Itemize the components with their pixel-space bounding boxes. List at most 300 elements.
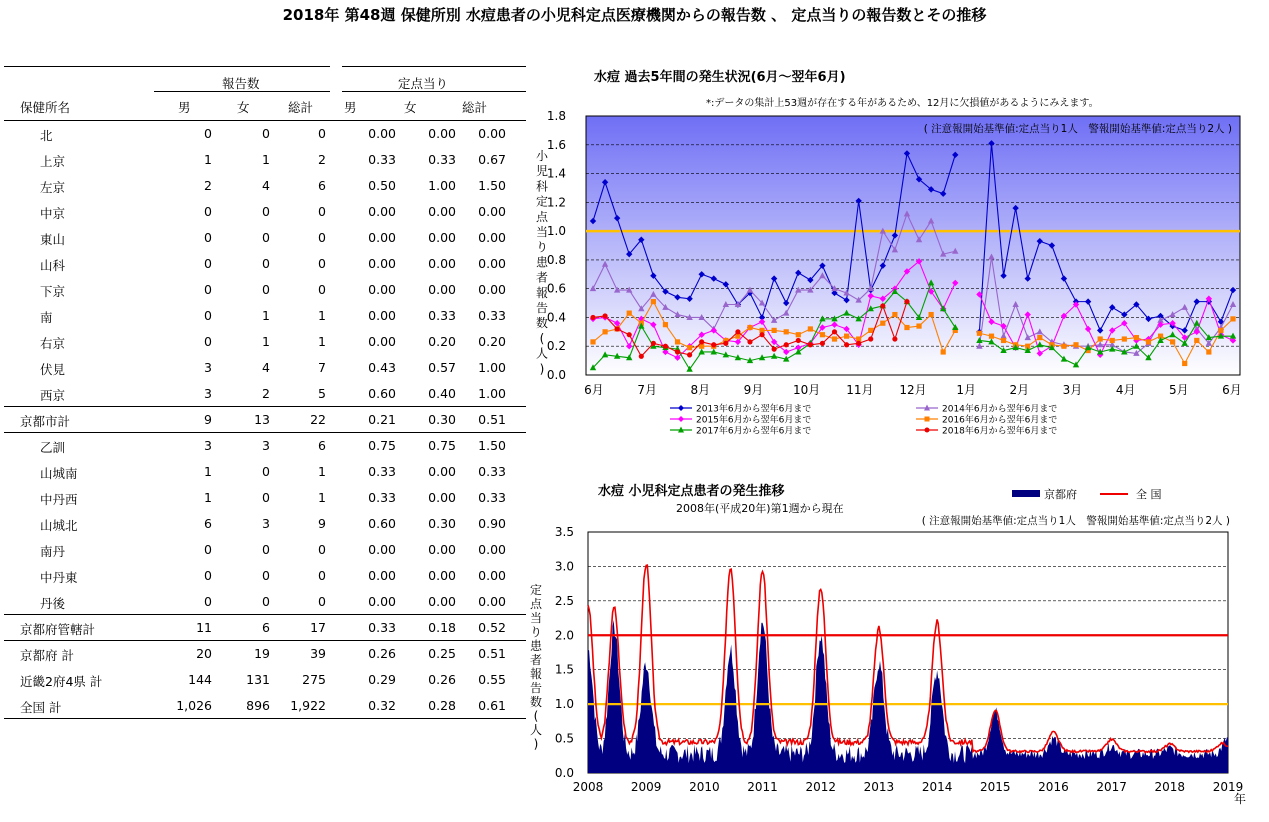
x-tick-label: 12月 bbox=[899, 383, 927, 397]
y-tick-label: 1.2 bbox=[546, 195, 566, 210]
row-value: 17 bbox=[310, 620, 326, 635]
ylabel-char: 当 bbox=[535, 225, 549, 239]
row-value: 0.00 bbox=[368, 334, 396, 349]
y-tick-label: 0.0 bbox=[546, 368, 566, 382]
row-name: 山城北 bbox=[40, 518, 78, 533]
data-point bbox=[699, 339, 704, 344]
data-point bbox=[747, 339, 752, 344]
ylabel-char: 報 bbox=[530, 667, 543, 681]
row-value: 1 bbox=[204, 152, 212, 167]
data-point bbox=[772, 347, 777, 352]
table-row bbox=[4, 432, 526, 458]
row-value: 0 bbox=[318, 594, 326, 609]
data-point bbox=[687, 345, 692, 350]
row-name: 南 bbox=[40, 310, 53, 325]
row-name: 近畿2府4県 計 bbox=[20, 674, 103, 689]
data-point bbox=[1170, 339, 1175, 344]
row-value: 0.75 bbox=[428, 438, 456, 453]
ylabel-char: 定 bbox=[535, 194, 549, 209]
table-row bbox=[4, 510, 526, 536]
ylabel-char: 当 bbox=[530, 611, 543, 625]
data-point bbox=[880, 321, 885, 326]
row-value: 0.00 bbox=[368, 308, 396, 323]
data-point bbox=[820, 332, 825, 337]
row-value: 0.00 bbox=[368, 126, 396, 141]
row-value: 0.00 bbox=[368, 542, 396, 557]
legend-marker bbox=[678, 416, 684, 422]
ylabel-char: 数 bbox=[530, 695, 543, 709]
row-value: 0.20 bbox=[428, 334, 456, 349]
data-point bbox=[820, 341, 825, 346]
ylabel-char: ) bbox=[533, 737, 539, 751]
row-value: 0 bbox=[204, 230, 212, 245]
row-value: 0 bbox=[204, 308, 212, 323]
table-row bbox=[4, 328, 526, 354]
row-name: 京都府管轄計 bbox=[20, 622, 96, 637]
ylabel-char: 報 bbox=[535, 285, 549, 300]
row-name: 山科 bbox=[40, 258, 66, 273]
row-value: 0.00 bbox=[368, 204, 396, 219]
data-point bbox=[868, 328, 873, 333]
row-value: 1 bbox=[204, 490, 212, 505]
legend-label: 2017年6月から翌年6月まで bbox=[696, 426, 812, 437]
group-header-per-site: 定点当り bbox=[398, 76, 449, 91]
data-point bbox=[687, 352, 692, 357]
data-point bbox=[590, 339, 595, 344]
chart1-title: 水痘 過去5年間の発生状況(6月～翌年6月) bbox=[594, 70, 846, 85]
row-value: 0.00 bbox=[428, 230, 456, 245]
legend-item bbox=[670, 403, 811, 415]
table-row bbox=[4, 614, 526, 640]
table-row bbox=[4, 224, 526, 250]
col-header-report-male: 男 bbox=[178, 100, 191, 115]
row-value: 3 bbox=[262, 516, 270, 531]
row-value: 0.00 bbox=[368, 594, 396, 609]
row-value: 0 bbox=[262, 126, 270, 141]
legend-label: 2018年6月から翌年6月まで bbox=[942, 426, 1058, 437]
data-point bbox=[941, 349, 946, 354]
chart2-plot-area bbox=[588, 532, 1228, 773]
row-value: 4 bbox=[262, 178, 270, 193]
legend-label: 全 国 bbox=[1136, 488, 1162, 501]
y-tick-label: 2.5 bbox=[554, 593, 574, 608]
row-name: 西京 bbox=[40, 388, 66, 403]
y-tick-label: 0.4 bbox=[546, 310, 566, 325]
row-name: 右京 bbox=[40, 336, 66, 351]
row-value: 0.75 bbox=[368, 438, 396, 453]
row-value: 5 bbox=[318, 386, 326, 401]
row-value: 0 bbox=[318, 204, 326, 219]
row-value: 1,922 bbox=[290, 698, 326, 713]
row-value: 1.00 bbox=[478, 386, 506, 401]
row-value: 0.00 bbox=[368, 230, 396, 245]
col-header-site-total: 総計 bbox=[462, 100, 488, 115]
row-value: 0 bbox=[204, 282, 212, 297]
row-value: 4 bbox=[262, 360, 270, 375]
row-value: 0.00 bbox=[428, 464, 456, 479]
row-value: 6 bbox=[262, 620, 270, 635]
x-tick-label: 1月 bbox=[956, 383, 976, 397]
data-point bbox=[602, 329, 607, 334]
row-value: 0 bbox=[204, 542, 212, 557]
row-value: 0.61 bbox=[478, 698, 506, 713]
row-value: 0.00 bbox=[428, 490, 456, 505]
data-point bbox=[880, 303, 885, 308]
ylabel-char: 数 bbox=[535, 316, 549, 331]
row-value: 0.32 bbox=[368, 698, 396, 713]
row-value: 0.00 bbox=[428, 256, 456, 271]
ylabel-char: 人 bbox=[535, 346, 549, 361]
y-tick-label: 1.0 bbox=[554, 697, 574, 712]
row-value: 19 bbox=[254, 646, 270, 661]
row-value: 275 bbox=[302, 672, 326, 687]
row-value: 0.33 bbox=[368, 490, 396, 505]
data-point bbox=[663, 344, 668, 349]
col-header-site-female: 女 bbox=[404, 100, 417, 115]
legend-marker bbox=[925, 417, 930, 422]
data-point bbox=[904, 325, 909, 330]
row-value: 131 bbox=[246, 672, 270, 687]
row-value: 20 bbox=[196, 646, 212, 661]
ylabel-char: り bbox=[530, 625, 543, 639]
x-tick-label: 2014 bbox=[921, 780, 953, 794]
row-value: 0 bbox=[318, 230, 326, 245]
legend-label: 2014年6月から翌年6月まで bbox=[942, 404, 1058, 415]
col-header-site-male: 男 bbox=[344, 100, 357, 115]
row-value: 0 bbox=[318, 282, 326, 297]
legend-marker bbox=[678, 405, 684, 411]
table-row bbox=[4, 146, 526, 172]
x-tick-label: 2012 bbox=[805, 780, 837, 794]
chart2-thresholds-label: ( 注意報開始基準値:定点当り1人 警報開始基準値:定点当り2人 ) bbox=[921, 515, 1230, 527]
data-point bbox=[1206, 349, 1211, 354]
row-value: 0.00 bbox=[428, 542, 456, 557]
data-point bbox=[1098, 336, 1103, 341]
row-name: 京都市計 bbox=[20, 414, 71, 429]
legend-item bbox=[916, 403, 1057, 415]
row-value: 0 bbox=[318, 568, 326, 583]
legend-marker bbox=[925, 428, 930, 433]
chart2-svg bbox=[530, 484, 1266, 820]
data-point bbox=[892, 336, 897, 341]
data-point bbox=[868, 336, 873, 341]
row-value: 3 bbox=[204, 360, 212, 375]
legend-label: 2015年6月から翌年6月まで bbox=[696, 415, 812, 426]
row-value: 0 bbox=[318, 256, 326, 271]
data-point bbox=[1001, 338, 1006, 343]
legend-swatch bbox=[1012, 490, 1040, 497]
ylabel-char: ( bbox=[539, 331, 545, 346]
x-tick-label: 11月 bbox=[846, 383, 874, 397]
y-tick-label: 0.8 bbox=[546, 252, 566, 267]
row-name: 中丹西 bbox=[40, 492, 78, 507]
data-point bbox=[856, 341, 861, 346]
row-value: 2 bbox=[318, 152, 326, 167]
legend-label: 2013年6月から翌年6月まで bbox=[696, 404, 812, 415]
x-tick-label: 5月 bbox=[1169, 383, 1189, 397]
x-tick-label: 2018 bbox=[1154, 780, 1186, 794]
x-tick-label: 4月 bbox=[1115, 383, 1136, 397]
row-name: 中丹東 bbox=[40, 570, 78, 585]
col-header-name: 保健所名 bbox=[20, 100, 71, 115]
row-value: 1 bbox=[318, 308, 326, 323]
y-tick-label: 2.0 bbox=[554, 628, 574, 643]
row-value: 144 bbox=[188, 672, 212, 687]
row-name: 伏見 bbox=[40, 362, 66, 377]
row-value: 1.00 bbox=[428, 178, 456, 193]
row-value: 0.30 bbox=[428, 412, 456, 427]
data-point bbox=[1110, 338, 1115, 343]
row-value: 6 bbox=[318, 178, 326, 193]
data-point bbox=[916, 323, 921, 328]
row-value: 0.18 bbox=[428, 620, 456, 635]
ylabel-char: 点 bbox=[535, 209, 549, 224]
x-tick-label: 2016 bbox=[1038, 780, 1069, 794]
row-name: 左京 bbox=[40, 180, 66, 195]
x-tick-label: 9月 bbox=[743, 383, 764, 397]
x-tick-label: 2013 bbox=[863, 780, 895, 794]
table-row bbox=[4, 666, 526, 692]
data-point bbox=[784, 329, 789, 334]
chart1-plot-area bbox=[586, 116, 1240, 375]
chart2-subtitle: 2008年(平成20年)第1週から現在 bbox=[676, 502, 844, 515]
row-value: 11 bbox=[196, 620, 212, 635]
y-tick-label: 1.6 bbox=[546, 137, 566, 152]
data-point bbox=[844, 334, 849, 339]
ylabel-char: ) bbox=[539, 361, 545, 376]
row-value: 0.00 bbox=[428, 282, 456, 297]
row-value: 0.20 bbox=[478, 334, 506, 349]
table-row bbox=[4, 458, 526, 484]
legend-item bbox=[670, 425, 811, 437]
row-value: 0.00 bbox=[478, 594, 506, 609]
chart2-legend bbox=[1012, 487, 1162, 501]
ylabel-char: 小 bbox=[535, 149, 549, 163]
row-name: 中京 bbox=[40, 206, 66, 221]
x-tick-label: 10月 bbox=[793, 383, 821, 397]
row-value: 0.00 bbox=[478, 568, 506, 583]
row-value: 0.30 bbox=[428, 516, 456, 531]
row-value: 0.33 bbox=[478, 490, 506, 505]
y-tick-label: 0.5 bbox=[554, 731, 574, 746]
table-row bbox=[4, 640, 526, 666]
col-header-report-female: 女 bbox=[237, 100, 250, 115]
row-value: 0.28 bbox=[428, 698, 456, 713]
ylabel-char: ( bbox=[533, 709, 539, 723]
row-value: 1 bbox=[318, 464, 326, 479]
data-point bbox=[627, 311, 632, 316]
row-value: 0.00 bbox=[368, 256, 396, 271]
row-name: 全国 計 bbox=[20, 700, 62, 715]
row-value: 2 bbox=[262, 386, 270, 401]
row-value: 1 bbox=[318, 334, 326, 349]
x-tick-label: 2017 bbox=[1096, 780, 1127, 794]
row-value: 39 bbox=[310, 646, 326, 661]
row-value: 0.90 bbox=[478, 516, 506, 531]
ylabel-char: 人 bbox=[530, 723, 543, 737]
table-row bbox=[4, 588, 526, 614]
row-value: 0 bbox=[262, 568, 270, 583]
row-value: 0.55 bbox=[478, 672, 506, 687]
legend-item bbox=[670, 414, 811, 426]
row-value: 0.33 bbox=[428, 152, 456, 167]
row-value: 0.00 bbox=[428, 568, 456, 583]
row-value: 0.43 bbox=[368, 360, 396, 375]
row-value: 9 bbox=[318, 516, 326, 531]
row-value: 0 bbox=[204, 256, 212, 271]
row-value: 0 bbox=[262, 490, 270, 505]
row-value: 0 bbox=[204, 334, 212, 349]
row-value: 0.00 bbox=[478, 126, 506, 141]
table-row bbox=[4, 198, 526, 224]
row-value: 0 bbox=[262, 230, 270, 245]
ylabel-char: 者 bbox=[530, 653, 543, 667]
x-tick-label: 7月 bbox=[637, 383, 657, 397]
table-row bbox=[4, 536, 526, 562]
table-row bbox=[4, 250, 526, 276]
y-tick-label: 1.8 bbox=[546, 109, 566, 123]
row-value: 0.33 bbox=[478, 464, 506, 479]
x-unit-label: 年 bbox=[1233, 792, 1247, 806]
ylabel-char: 告 bbox=[530, 681, 543, 695]
row-value: 7 bbox=[318, 360, 326, 375]
data-point bbox=[796, 332, 801, 337]
row-value: 0.51 bbox=[478, 646, 506, 661]
table-row bbox=[4, 380, 526, 406]
data-point bbox=[989, 334, 994, 339]
data-point bbox=[832, 329, 837, 334]
row-name: 上京 bbox=[40, 154, 66, 169]
row-name: 下京 bbox=[40, 284, 66, 299]
ylabel-char: 者 bbox=[535, 270, 549, 285]
table-row bbox=[4, 120, 526, 146]
table-row bbox=[4, 692, 526, 718]
row-value: 0.60 bbox=[368, 386, 396, 401]
row-value: 0 bbox=[262, 542, 270, 557]
data-point bbox=[1218, 328, 1223, 333]
data-point bbox=[844, 342, 849, 347]
data-point bbox=[651, 341, 656, 346]
row-value: 3 bbox=[204, 386, 212, 401]
col-header-report-total: 総計 bbox=[288, 100, 314, 115]
row-value: 0.33 bbox=[368, 464, 396, 479]
row-value: 1 bbox=[262, 308, 270, 323]
row-value: 1 bbox=[204, 464, 212, 479]
data-point bbox=[772, 328, 777, 333]
data-point bbox=[1230, 316, 1235, 321]
data-point bbox=[904, 299, 909, 304]
row-name: 乙訓 bbox=[40, 440, 66, 455]
data-point bbox=[929, 312, 934, 317]
legend-item bbox=[916, 425, 1057, 437]
row-value: 0 bbox=[318, 542, 326, 557]
x-tick-label: 2010 bbox=[689, 780, 720, 794]
row-value: 6 bbox=[318, 438, 326, 453]
row-value: 0.00 bbox=[368, 282, 396, 297]
chart2-title: 水痘 小児科定点患者の発生推移 bbox=[598, 484, 785, 499]
row-value: 0.33 bbox=[368, 620, 396, 635]
data-point bbox=[711, 342, 716, 347]
row-value: 0 bbox=[262, 594, 270, 609]
x-tick-label: 6月 bbox=[584, 383, 604, 397]
data-point bbox=[1122, 336, 1127, 341]
table-row bbox=[4, 172, 526, 198]
table-row bbox=[4, 354, 526, 380]
data-point bbox=[735, 329, 740, 334]
data-point bbox=[639, 354, 644, 359]
data-point bbox=[651, 299, 656, 304]
y-tick-label: 0.6 bbox=[546, 281, 566, 296]
data-point bbox=[977, 331, 982, 336]
row-value: 9 bbox=[204, 412, 212, 427]
data-point bbox=[759, 332, 764, 337]
table-row bbox=[4, 562, 526, 588]
data-point bbox=[808, 326, 813, 331]
row-value: 0 bbox=[204, 568, 212, 583]
row-name: 京都府 計 bbox=[20, 648, 74, 663]
data-point bbox=[808, 342, 813, 347]
ylabel-char: 患 bbox=[530, 639, 543, 653]
row-value: 0 bbox=[262, 204, 270, 219]
row-value: 1 bbox=[318, 490, 326, 505]
row-value: 0.00 bbox=[478, 542, 506, 557]
chart1-note: *:データの集計上53週が存在する年があるため、12月に欠損値があるようにみえます。 bbox=[706, 98, 1099, 109]
x-tick-label: 2009 bbox=[630, 780, 662, 794]
data-point bbox=[1134, 335, 1139, 340]
row-value: 0.00 bbox=[428, 204, 456, 219]
chart1-svg bbox=[530, 100, 1266, 445]
row-value: 0 bbox=[262, 464, 270, 479]
y-tick-label: 1.5 bbox=[554, 662, 574, 677]
y-tick-label: 3.0 bbox=[554, 559, 574, 574]
row-value: 0 bbox=[204, 204, 212, 219]
data-point bbox=[602, 313, 607, 318]
data-point bbox=[747, 325, 752, 330]
y-tick-label: 0.0 bbox=[554, 766, 574, 780]
ylabel-char: 点 bbox=[530, 597, 543, 611]
row-value: 6 bbox=[204, 516, 212, 531]
row-value: 1,026 bbox=[176, 698, 212, 713]
row-value: 0 bbox=[262, 256, 270, 271]
x-tick-label: 2008 bbox=[572, 780, 604, 794]
row-value: 0 bbox=[318, 126, 326, 141]
table-row bbox=[4, 484, 526, 510]
data-point bbox=[1146, 339, 1151, 344]
data-point bbox=[796, 338, 801, 343]
data-point bbox=[675, 339, 680, 344]
row-value: 0.40 bbox=[428, 386, 456, 401]
data-point bbox=[590, 315, 595, 320]
row-value: 0.52 bbox=[478, 620, 506, 635]
row-value: 0.60 bbox=[368, 516, 396, 531]
table-row bbox=[4, 276, 526, 302]
row-value: 22 bbox=[310, 412, 326, 427]
ylabel-char: 患 bbox=[535, 255, 549, 270]
y-tick-label: 1.0 bbox=[546, 224, 566, 239]
x-tick-label: 3月 bbox=[1062, 383, 1083, 397]
row-value: 13 bbox=[254, 412, 270, 427]
row-value: 1.00 bbox=[478, 360, 506, 375]
x-tick-label: 2月 bbox=[1009, 383, 1030, 397]
row-value: 1 bbox=[262, 152, 270, 167]
row-value: 0.50 bbox=[368, 178, 396, 193]
table-row bbox=[4, 406, 526, 432]
data-point bbox=[615, 326, 620, 331]
data-point bbox=[675, 349, 680, 354]
x-tick-label: 2015 bbox=[979, 780, 1011, 794]
ylabel-char: 科 bbox=[535, 179, 549, 194]
row-value: 3 bbox=[204, 438, 212, 453]
